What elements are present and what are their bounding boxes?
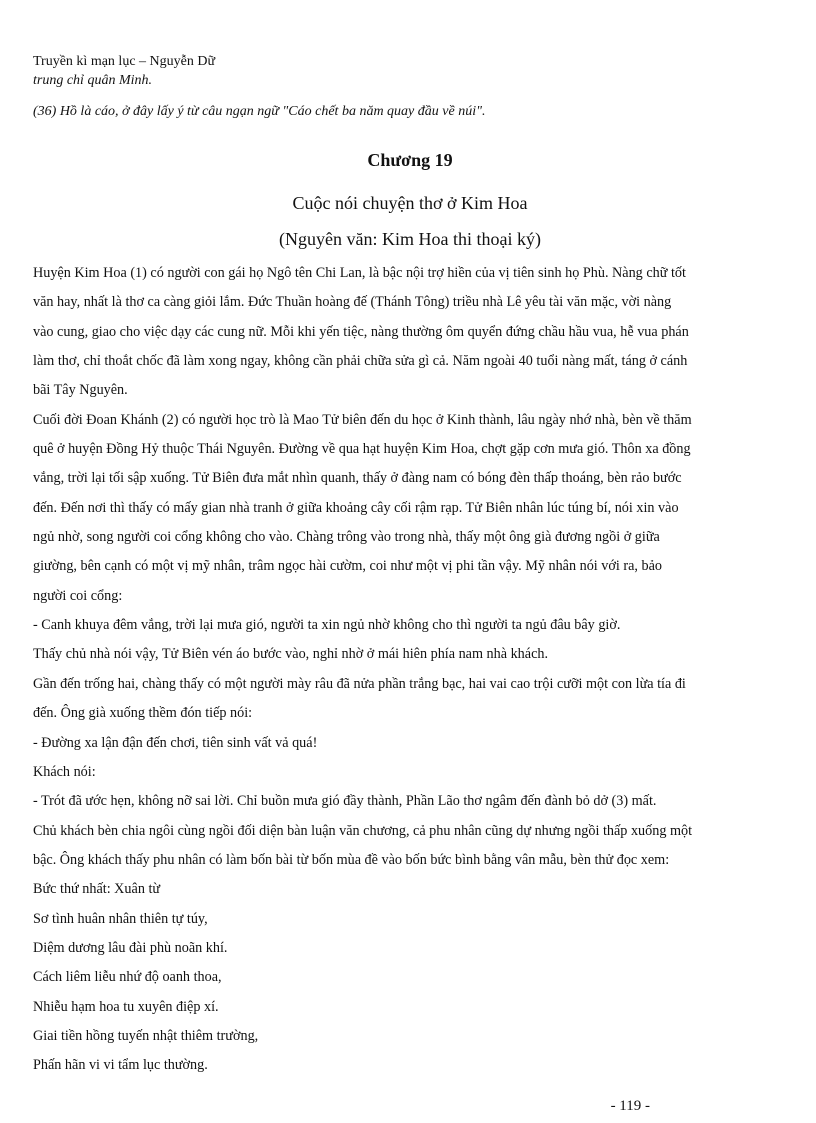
page-number: - 119 - (610, 1098, 650, 1114)
text-line: giường, bên cạnh có một vị mỹ nhân, trâm ngọc hài cườm, coi như một vị phi tần vậy. Mỹ nhân nói với ra, bảo (33, 558, 662, 575)
text-line: người coi cổng: (33, 587, 123, 604)
text-line: Cách liêm liễu nhứ độ oanh thoa, (33, 969, 222, 986)
text-line: Cuối đời Đoan Khánh (2) có người học trò là Mao Tử biên đến du học ở Kinh thành, lâu ngày nhớ nhà, bèn về thăm (33, 411, 692, 428)
previous-page-tail: trung chỉ quân Minh. (33, 73, 152, 88)
text-line: Gần đến trống hai, chàng thấy có một người mày râu đã nửa phần trắng bạc, hai vai cao trội cưỡi một con lừa tía đi (33, 675, 686, 692)
chapter-number: Chương 19 (367, 150, 453, 170)
text-line: ngủ nhờ, song người coi cổng không cho vào. Chàng trông vào trong nhà, thấy một ông già đương ngồi ở giữa (33, 529, 660, 546)
text-line: Chủ khách bèn chia ngôi cùng ngồi đối diện bàn luận văn chương, cả phu nhân cũng dự nhưng ngồi thấp xuống một (33, 822, 693, 839)
text-line: vắng, trời lại tối sập xuống. Tử Biên đưa mắt nhìn quanh, thấy ở đàng nam có bóng đèn thấp thoáng, bèn rảo bước (33, 470, 682, 487)
text-line: đến. Đến nơi thì thấy có mấy gian nhà tranh ở giữa khoảng cây cối rậm rạp. Tử Biên nhân lúc túng bí, nói xin vào (33, 499, 679, 516)
text-line: đến. Ông già xuống thềm đón tiếp nói: (33, 705, 253, 722)
chapter-original-title: (Nguyên văn: Kim Hoa thi thoại ký) (279, 229, 541, 249)
text-line: Bức thứ nhất: Xuân từ (33, 881, 161, 898)
text-line: Thấy chủ nhà nói vậy, Tử Biên vén áo bước vào, nghỉ nhờ ở mái hiên phía nam nhà khách. (33, 646, 549, 663)
text-line: Huyện Kim Hoa (1) có người con gái họ Ngô tên Chi Lan, là bậc nội trợ hiền của vị tiên sinh họ Phù. Nàng chữ tốt (33, 265, 686, 281)
text-line: vào cung, giao cho việc dạy các cung nữ. Mỗi khi yến tiệc, nàng thường ôm quyển đứng chầu hầu vua, hễ vua phán (33, 323, 689, 340)
text-line: bãi Tây Nguyên. (33, 382, 128, 399)
text-line: Khách nói: (33, 763, 96, 780)
running-header: Truyền kì mạn lục – Nguyễn Dữ (33, 54, 216, 69)
text-line: làm thơ, chỉ thoắt chốc đã làm xong ngay, không cần phải chữa sửa gì cả. Năm ngoài 40 tuổi nàng mất, táng ở cánh (33, 353, 688, 370)
text-line: Sơ tình huân nhân thiên tự túy, (33, 910, 208, 927)
text-line: Diệm dương lâu đài phù noãn khí. (33, 939, 228, 956)
text-line: - Trót đã ước hẹn, không nỡ sai lời. Chỉ buồn mưa gió đầy thành, Phần Lão thơ ngâm đến đành bỏ dở (3) mất. (33, 793, 657, 810)
chapter-title: Cuộc nói chuyện thơ ở Kim Hoa (292, 193, 528, 213)
text-line: - Canh khuya đêm vắng, trời lại mưa gió, người ta xin ngủ nhờ không cho thì người ta ngủ đâu bây giờ. (33, 617, 621, 634)
text-line: Phấn hãn vi vi tẩm lục thường. (33, 1057, 208, 1074)
text-line: bậc. Ông khách thấy phu nhân có làm bốn bài từ bốn mùa đề vào bốn bức bình bằng vân mẫu, bèn thử đọc xem: (33, 851, 670, 868)
body-text (33, 259, 793, 1081)
text-line: Giai tiền hồng tuyến nhật thiêm trường, (33, 1027, 259, 1044)
footnote: (36) Hồ là cáo, ở đây lấy ý từ câu ngạn ngữ "Cáo chết ba năm quay đầu về núi". (33, 104, 486, 119)
text-line: quê ở huyện Đồng Hỷ thuộc Thái Nguyên. Đường về qua hạt huyện Kim Hoa, chợt gặp cơn mưa gió. Thôn xa đồng (33, 441, 691, 458)
text-line: văn hay, nhất là thơ ca càng giỏi lắm. Đức Thuần hoàng đế (Thánh Tông) triều nhà Lê yêu tài văn mặc, vời nàng (33, 294, 672, 311)
text-line: - Đường xa lận đận đến chơi, tiên sinh vất vả quá! (33, 734, 318, 751)
text-line: Nhiễu hạm hoa tu xuyên điệp xí. (33, 998, 219, 1015)
